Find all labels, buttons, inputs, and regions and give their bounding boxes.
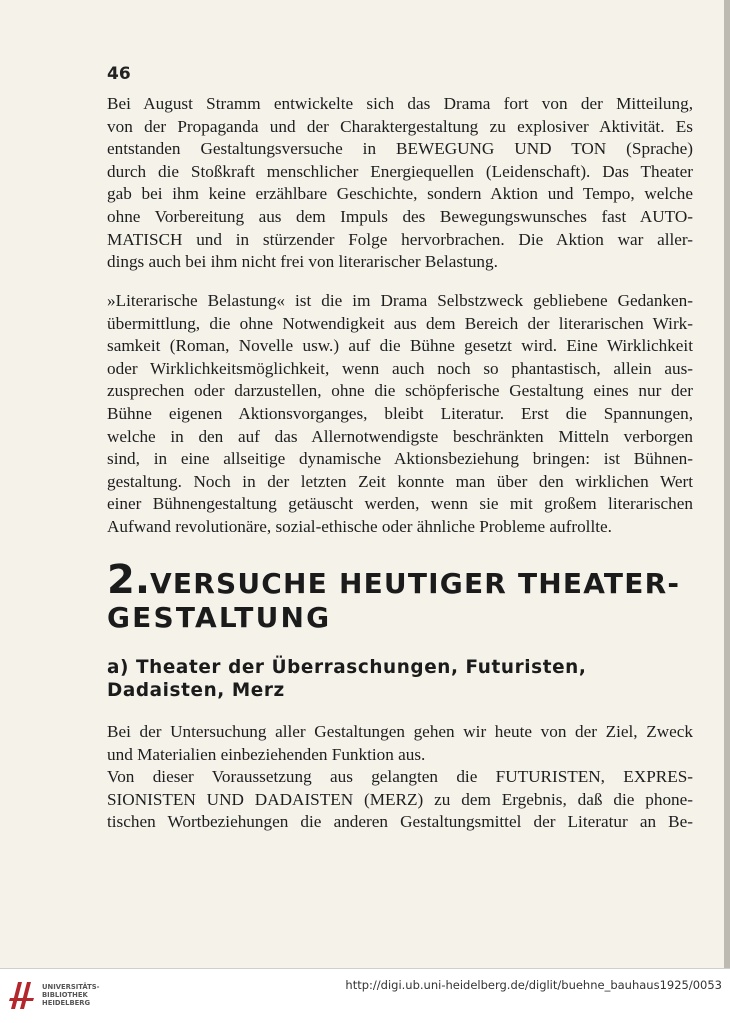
library-logo-icon xyxy=(8,978,36,1012)
text-line: dings auch bei ihm nicht frei von literarischer Belastung. xyxy=(107,252,498,272)
section-number: 2. xyxy=(107,557,151,603)
text-line: Bühne eigenen Aktionsvorganges, bleibt Literatur. Erst die Spannungen, xyxy=(107,403,693,423)
text-line: ohne Vorbereitung aus dem Impuls des Bewegungswunsches fast AUTO- xyxy=(107,206,693,226)
text-line: MATISCH und in stürzender Folge hervorbrachen. Die Aktion war aller- xyxy=(107,229,693,249)
subheading-line: Dadaisten, Merz xyxy=(107,680,285,701)
text-line: und Materialien einbeziehenden Funktion aus. xyxy=(107,744,426,764)
text-line: übermittlung, die ohne Notwendigkeit aus dem Bereich der literarischen Wirk- xyxy=(107,313,693,333)
paragraph-2 xyxy=(107,290,693,539)
text-line: oder Wirklichkeitsmöglichkeit, wenn auch noch so phantastisch, allein aus- xyxy=(107,358,693,378)
subheading xyxy=(107,656,627,702)
text-line: von der Propaganda und der Charaktergestaltung zu explosiver Aktivität. Es xyxy=(107,116,693,136)
text-line: gab bei ihm keine erzählbare Geschichte, sondern Aktion und Tempo, welche xyxy=(107,184,693,204)
text-line: SIONISTEN UND DADAISTEN (MERZ) zu dem Ergebnis, daß die phone- xyxy=(107,789,693,809)
text-line: Bei der Untersuchung aller Gestaltungen gehen wir heute von der Ziel, Zweck xyxy=(107,722,693,741)
paragraph-3 xyxy=(107,721,693,766)
viewer-footer xyxy=(0,968,730,1023)
paragraph-4 xyxy=(107,766,693,834)
subheading-line: a) Theater der Überraschungen, Futuristen, xyxy=(107,657,587,678)
section-heading-line2: GESTALTUNG xyxy=(107,601,332,634)
text-line: entstanden Gestaltungsversuche in BEWEGUNG UND TON (Sprache) xyxy=(107,139,693,159)
text-line: durch die Stoßkraft menschlicher Energiequellen (Leidenschaft). Das Theater xyxy=(107,161,693,181)
text-line: sind, in eine allseitige dynamische Aktionsbeziehung bringen: ist Bühnen- xyxy=(107,449,693,469)
text-line: Bei August Stramm entwickelte sich das Drama fort von der Mitteilung, xyxy=(107,94,693,113)
paragraph-1 xyxy=(107,93,693,274)
page-number: 46 xyxy=(107,64,131,84)
text-line: samkeit (Roman, Novelle usw.) auf die Bühne gesetzt wird. Eine Wirklichkeit xyxy=(107,336,693,356)
page-edge xyxy=(724,0,730,968)
text-line: tischen Wortbeziehungen die anderen Gestaltungsmittel der Literatur an Be- xyxy=(107,812,693,832)
text-line: einer Bühnengestaltung getäuscht werden, wenn sie mit großem literarischen xyxy=(107,494,693,514)
text-line: »Literarische Belastung« ist die im Drama Selbstzweck gebliebene Gedanken- xyxy=(107,291,693,310)
text-line: welche in den auf das Allernotwendigste beschränkten Mitteln verborgen xyxy=(107,426,693,446)
library-name: UNIVERSITÄTS- BIBLIOTHEK HEIDELBERG xyxy=(42,983,100,1007)
source-url[interactable]: http://digi.ub.uni-heidelberg.de/diglit/buehne_bauhaus1925/0053 xyxy=(345,978,722,992)
text-line: Aufwand revolutionäre, sozial-ethische oder ähnliche Probleme aufrollte. xyxy=(107,516,612,536)
section-heading-line1: VERSUCHE HEUTIGER THEATER- xyxy=(150,567,681,600)
text-line: zusprechen oder darzustellen, ohne die schöpferische Gestaltung eines nur der xyxy=(107,381,693,401)
text-line: gestaltung. Noch in der letzten Zeit konnte man über den wirklichen Wert xyxy=(107,471,693,491)
section-heading xyxy=(107,557,695,634)
text-line: Von dieser Voraussetzung aus gelangten die FUTURISTEN, EXPRES- xyxy=(107,767,693,786)
